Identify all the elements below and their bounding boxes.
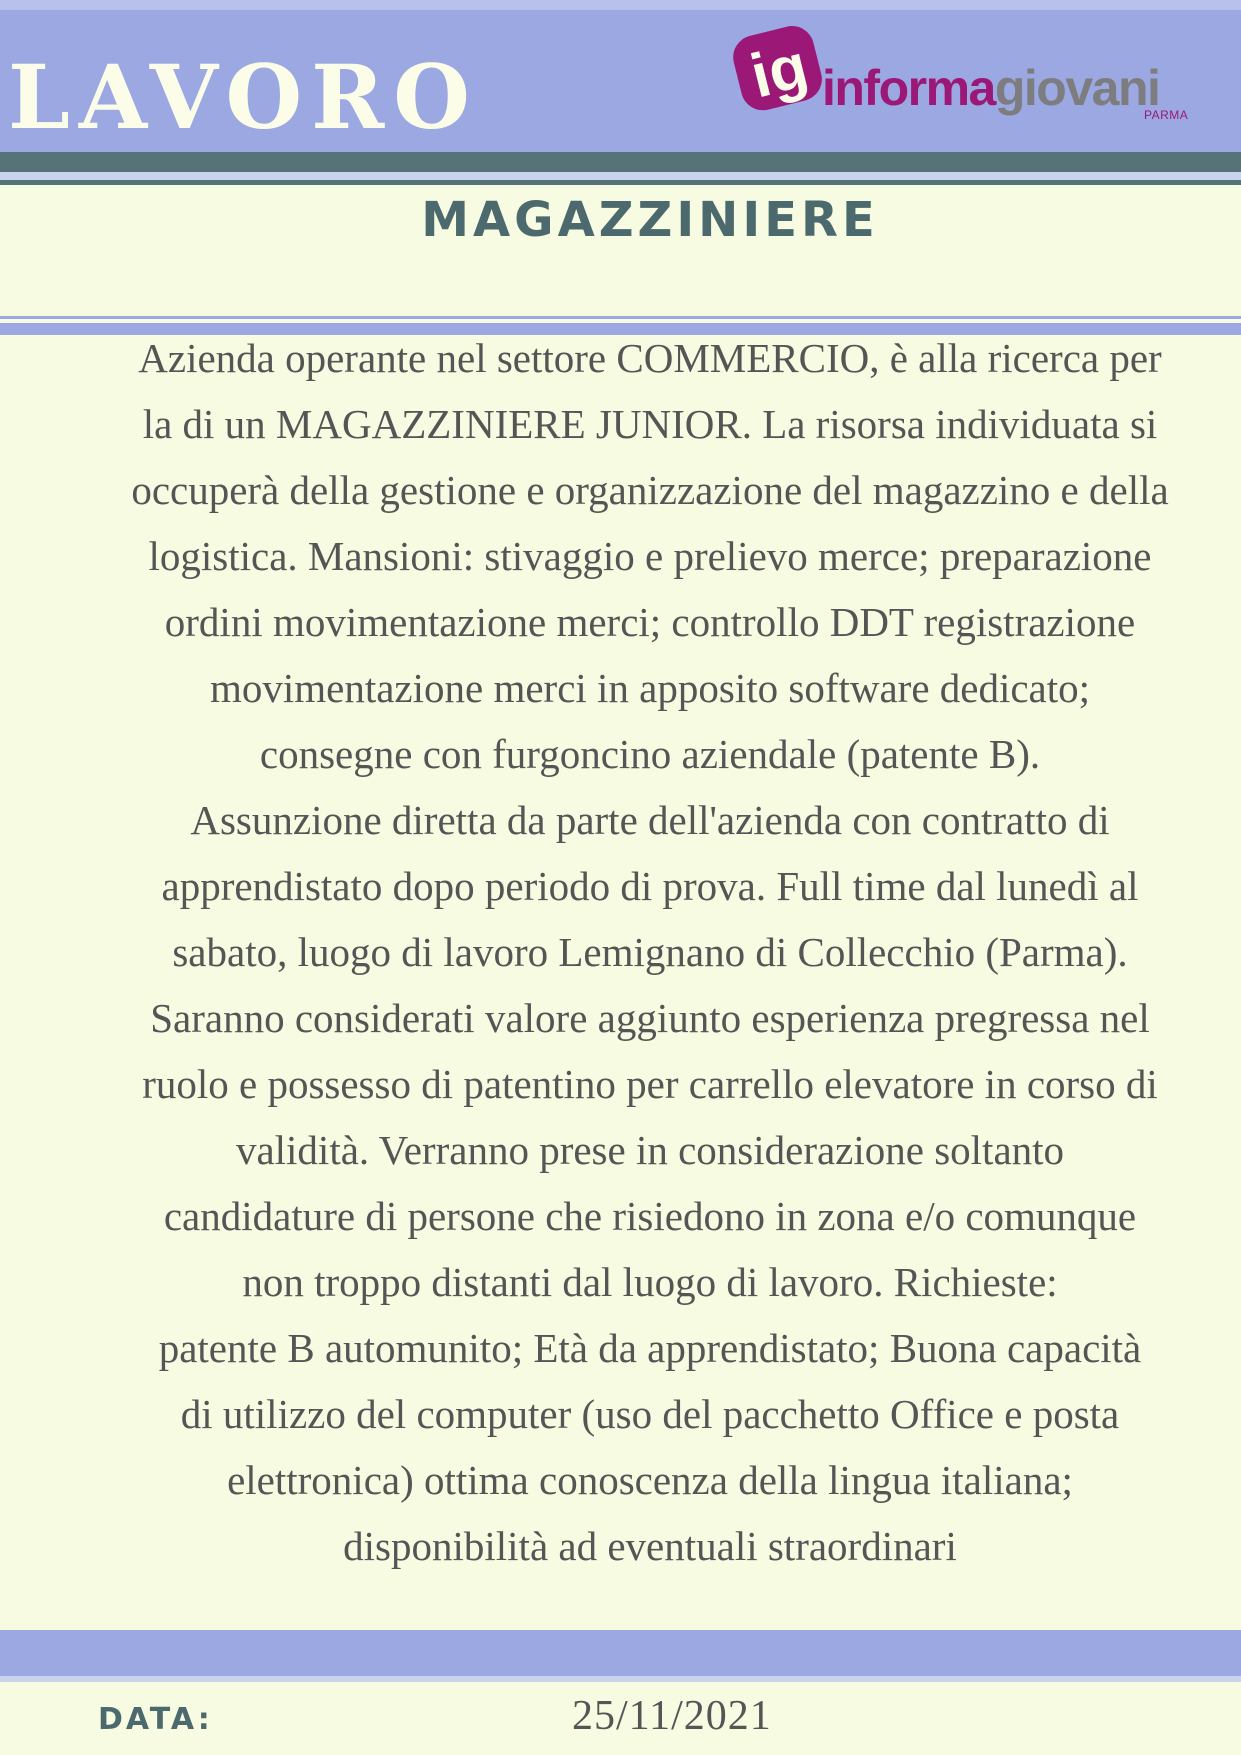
description-line: movimentazione merci in apposito software dedicato; xyxy=(209,665,1091,711)
description-line: non troppo distanti dal luogo di lavoro. Richieste: xyxy=(242,1259,1058,1305)
description-line: sabato, luogo di lavoro Lemignano di Collecchio (Parma). xyxy=(172,929,1128,975)
logo-city: PARMA xyxy=(1144,108,1189,122)
description-line: disponibilità ad eventuali straordinari xyxy=(343,1523,957,1569)
description-line: consegne con furgoncino aziendale (patente B). xyxy=(259,731,1041,777)
description-line: elettronica) ottima conoscenza della lingua italiana; xyxy=(227,1457,1073,1503)
description-line: la di un MAGAZZINIERE JUNIOR. La risorsa individuata si xyxy=(142,401,1158,447)
footer-divider xyxy=(0,1676,1241,1682)
informagiovani-logo xyxy=(730,14,1200,130)
date-label: DATA: xyxy=(98,1702,213,1737)
description-line: logistica. Mansioni: stivaggio e prelievo merce; preparazione xyxy=(148,533,1152,579)
svg-text:ig: ig xyxy=(744,31,815,112)
header-top-stripe xyxy=(0,0,1241,10)
logo-wordmark xyxy=(822,60,1159,116)
header-divider-light xyxy=(0,172,1241,180)
header-divider-dark xyxy=(0,152,1241,172)
description-line: ruolo e possesso di patentino per carrello elevatore in corso di xyxy=(142,1061,1158,1107)
description-line: Azienda operante nel settore COMMERCIO, è alla ricerca per xyxy=(138,335,1162,381)
logo-word-informa: informa xyxy=(822,60,995,116)
description-line: patente B automunito; Età da apprendistato; Buona capacità xyxy=(158,1325,1142,1371)
ig-logo-icon xyxy=(730,14,826,118)
description-line: validità. Verranno prese in considerazione soltanto xyxy=(235,1127,1065,1173)
description-line: Saranno considerati valore aggiunto esperienza pregressa nel xyxy=(150,995,1150,1041)
job-title: MAGAZZINIERE xyxy=(421,192,879,248)
page-title: LAVORO xyxy=(8,45,479,149)
logo-word-giovani: giovani xyxy=(994,60,1160,116)
description-line: occuperà della gestione e organizzazione del magazzino e della xyxy=(131,467,1169,513)
section-divider-thin xyxy=(0,316,1241,319)
description-line: apprendistato dopo periodo di prova. Full time dal lunedì al xyxy=(161,863,1139,909)
footer-band xyxy=(0,1630,1241,1676)
description-line: di utilizzo del computer (uso del pacchetto Office e posta xyxy=(180,1391,1120,1437)
header-divider-thin xyxy=(0,180,1241,185)
date-value: 25/11/2021 xyxy=(572,1693,772,1739)
description-line: candidature di persone che risiedono in zona e/o comunque xyxy=(163,1193,1137,1239)
description-line: Assunzione diretta da parte dell'azienda con contratto di xyxy=(190,797,1110,843)
description-line: ordini movimentazione merci; controllo DDT registrazione xyxy=(164,599,1136,645)
